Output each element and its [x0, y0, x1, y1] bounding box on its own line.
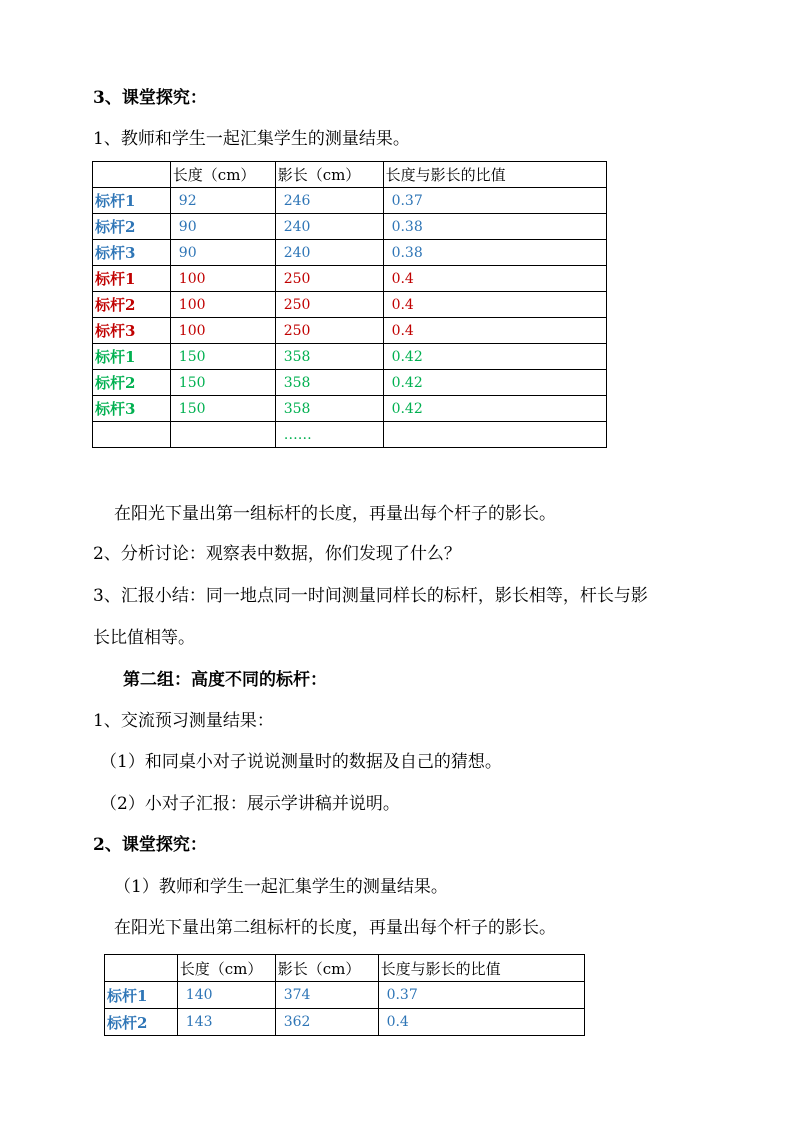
- cell-ratio: 0.42: [383, 396, 606, 422]
- cell-shadow: 240: [275, 240, 383, 266]
- table-row: [93, 292, 607, 318]
- cell-shadow: 246: [275, 188, 383, 214]
- table-row: [93, 318, 607, 344]
- paragraph: 1、教师和学生一起汇集学生的测量结果。: [93, 129, 410, 149]
- measurement-table-1: [92, 161, 607, 448]
- table-row: [105, 1009, 585, 1036]
- table-row: [93, 214, 607, 240]
- cell-shadow: 250: [275, 266, 383, 292]
- cell-length: 90: [170, 214, 275, 240]
- row-label: 标杆2: [105, 1009, 178, 1036]
- table-row: [93, 344, 607, 370]
- table-row: [93, 370, 607, 396]
- cell-length: 100: [170, 318, 275, 344]
- row-label: 标杆2: [93, 370, 171, 396]
- cell-ratio: 0.38: [383, 240, 606, 266]
- table-row: [93, 422, 607, 448]
- group-title: 第二组：高度不同的标杆：: [123, 670, 327, 690]
- cell-length: 150: [170, 370, 275, 396]
- column-header: 影长（cm）: [275, 955, 378, 982]
- cell-shadow: 250: [275, 318, 383, 344]
- row-label: 标杆1: [93, 344, 171, 370]
- paragraph: 3、汇报小结：同一地点同一时间测量同样长的标杆，影长相等，杆长与影: [93, 586, 648, 606]
- cell-length: [170, 422, 275, 448]
- paragraph: 长比值相等。: [93, 628, 195, 648]
- cell-ratio: 0.37: [378, 982, 584, 1009]
- paragraph: 在阳光下量出第一组标杆的长度，再量出每个杆子的影长。: [114, 504, 556, 524]
- cell-ratio: 0.4: [378, 1009, 584, 1036]
- row-label: 标杆3: [93, 240, 171, 266]
- column-header: 影长（cm）: [275, 162, 383, 188]
- cell-shadow: 358: [275, 344, 383, 370]
- table-row: [93, 240, 607, 266]
- cell-length: 150: [170, 396, 275, 422]
- section-title: 2、课堂探究：: [93, 835, 207, 855]
- column-header: [93, 162, 171, 188]
- cell-length: 140: [177, 982, 275, 1009]
- table-header-row: [93, 162, 607, 188]
- cell-length: 100: [170, 266, 275, 292]
- cell-ratio: 0.4: [383, 266, 606, 292]
- cell-length: 143: [177, 1009, 275, 1036]
- column-header: 长度（cm）: [177, 955, 275, 982]
- cell-shadow: 358: [275, 370, 383, 396]
- cell-ratio: 0.42: [383, 370, 606, 396]
- cell-ratio: 0.4: [383, 318, 606, 344]
- row-label: 标杆2: [93, 214, 171, 240]
- table-row: [105, 982, 585, 1009]
- row-label: 标杆1: [93, 188, 171, 214]
- section-title: 3、课堂探究：: [93, 88, 207, 108]
- cell-length: 100: [170, 292, 275, 318]
- table-row: [93, 188, 607, 214]
- row-label: 标杆3: [93, 396, 171, 422]
- paragraph: （1）和同桌小对子说说测量时的数据及自己的猜想。: [100, 752, 502, 772]
- column-header: 长度与影长的比值: [378, 955, 584, 982]
- measurement-table-2: [104, 954, 585, 1036]
- cell-ratio: [383, 422, 606, 448]
- row-label: 标杆1: [105, 982, 178, 1009]
- table-row: [93, 396, 607, 422]
- column-header: 长度与影长的比值: [383, 162, 606, 188]
- cell-length: 150: [170, 344, 275, 370]
- row-label: 标杆1: [93, 266, 171, 292]
- cell-shadow: 240: [275, 214, 383, 240]
- cell-shadow: 358: [275, 396, 383, 422]
- column-header: 长度（cm）: [170, 162, 275, 188]
- paragraph: 2、分析讨论：观察表中数据，你们发现了什么？: [93, 544, 461, 564]
- cell-ratio: 0.38: [383, 214, 606, 240]
- cell-length: 92: [170, 188, 275, 214]
- paragraph: 在阳光下量出第二组标杆的长度，再量出每个杆子的影长。: [114, 918, 556, 938]
- cell-length: 90: [170, 240, 275, 266]
- cell-ratio: 0.37: [383, 188, 606, 214]
- cell-shadow: 250: [275, 292, 383, 318]
- cell-ratio: 0.42: [383, 344, 606, 370]
- paragraph: （1）教师和学生一起汇集学生的测量结果。: [114, 877, 448, 897]
- cell-shadow: ……: [275, 422, 383, 448]
- table-header-row: [105, 955, 585, 982]
- row-label: 标杆2: [93, 292, 171, 318]
- cell-ratio: 0.4: [383, 292, 606, 318]
- row-label: [93, 422, 171, 448]
- paragraph: 1、交流预习测量结果：: [93, 711, 274, 731]
- cell-shadow: 374: [275, 982, 378, 1009]
- paragraph: （2）小对子汇报：展示学讲稿并说明。: [100, 794, 400, 814]
- row-label: 标杆3: [93, 318, 171, 344]
- column-header: [105, 955, 178, 982]
- table-row: [93, 266, 607, 292]
- cell-shadow: 362: [275, 1009, 378, 1036]
